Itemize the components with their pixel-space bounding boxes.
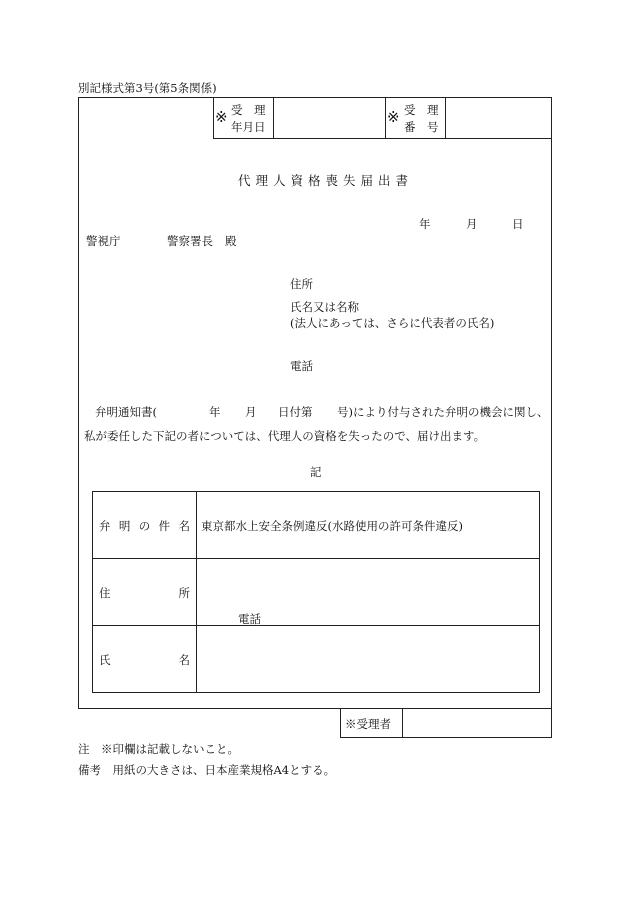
case-name-value: 東京都水上安全条例違反(水路使用の許可条件違反)	[201, 519, 463, 533]
agent-address-field[interactable]	[197, 559, 539, 604]
receiver-field[interactable]	[403, 709, 551, 737]
receiver-label: ※受理者	[345, 717, 391, 731]
agent-phone-label: 電話	[238, 612, 261, 626]
header-divider-3	[385, 97, 386, 139]
date-month: 月	[466, 217, 478, 231]
receipt-no-label-bottom: 番 号	[404, 120, 439, 134]
date-year: 年	[419, 217, 431, 231]
agent-address-label: 住 所	[99, 586, 190, 600]
addressee-honorific: 殿	[225, 234, 237, 248]
table-top	[92, 491, 540, 492]
note-1: 注 ※印欄は記載しないこと。	[78, 742, 239, 756]
table-left	[92, 491, 93, 693]
case-name-label: 弁 明 の 件 名	[99, 519, 190, 533]
body-line2: 私が委任した下記の者については、代理人の資格を失ったので、届け出ます。	[84, 429, 486, 443]
body-line1-day: 日付第	[278, 405, 313, 419]
receipt-no-mark: ※	[387, 108, 400, 126]
applicant-name-note: (法人にあっては、さらに代表者の氏名)	[290, 316, 495, 330]
header-bottom-line	[213, 138, 552, 139]
addressee-chief: 警察署長	[167, 234, 213, 248]
frame-left	[78, 97, 79, 708]
agent-name-field[interactable]	[197, 626, 539, 692]
receiver-box-left	[340, 708, 341, 738]
date-day: 日	[512, 217, 524, 231]
note-2: 備考 用紙の大きさは、日本産業規格A4とする。	[78, 763, 336, 777]
addressee-agency: 警視庁	[86, 234, 121, 248]
body-line1-month: 月	[245, 405, 257, 419]
form-label: 別記様式第3号(第5条関係)	[78, 81, 217, 95]
receipt-date-label-top: 受 理	[231, 103, 266, 117]
table-right	[539, 491, 540, 693]
header-divider-1	[213, 97, 214, 139]
table-bottom	[92, 692, 540, 693]
frame-right	[551, 97, 552, 738]
document-title: 代理人資格喪失届出書	[238, 173, 414, 188]
receipt-date-field[interactable]	[274, 98, 384, 138]
body-line1-start: 弁明通知書(	[95, 405, 157, 419]
body-line1-end: 号)により付与された弁明の機会に関し、	[337, 405, 549, 419]
agent-name-label: 氏 名	[99, 653, 190, 667]
receipt-no-label-top: 受 理	[404, 103, 439, 117]
applicant-address-label: 住所	[290, 277, 313, 291]
receipt-no-field[interactable]	[446, 98, 550, 138]
body-line1-year: 年	[209, 405, 221, 419]
applicant-phone-label: 電話	[290, 359, 313, 373]
receipt-date-label-bottom: 年月日	[231, 120, 266, 134]
ki-heading: 記	[310, 465, 322, 479]
receipt-date-mark: ※	[215, 108, 228, 126]
applicant-name-label: 氏名又は名称	[290, 300, 359, 314]
receiver-box-bottom	[340, 737, 552, 738]
